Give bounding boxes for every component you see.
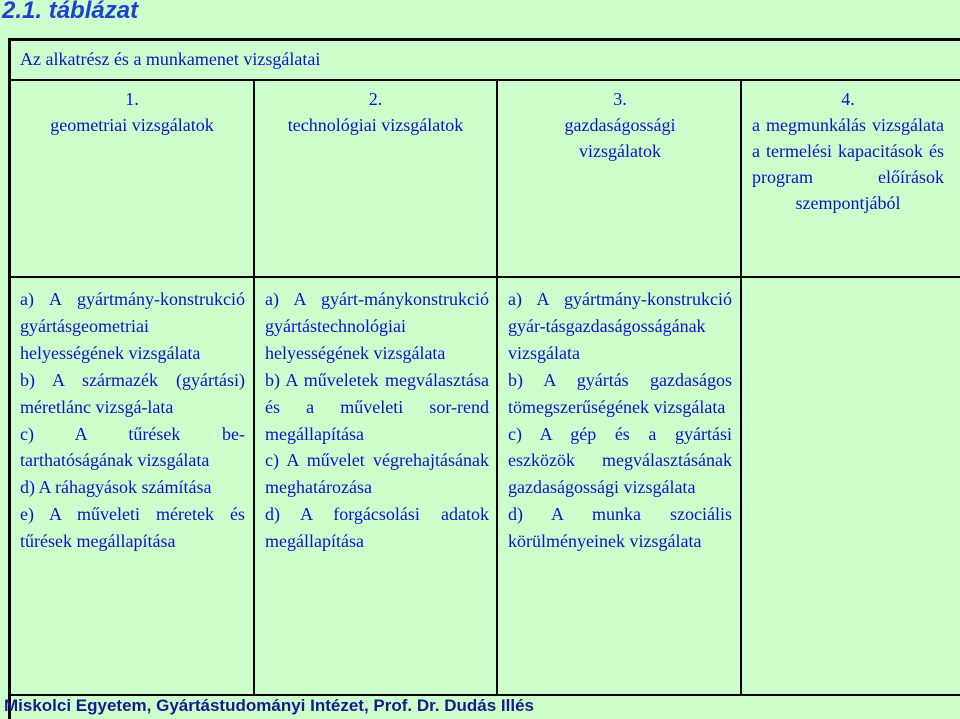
column-divider-1 [253, 79, 255, 696]
footer: Miskolci Egyetem, Gyártástudományi Intézet, Prof. Dr. Dudás Illés [4, 696, 534, 715]
header-number: 4. [841, 89, 855, 109]
header-cell-2 [258, 86, 493, 138]
list-item: c) A tűrések be-tarthatóságának vizsgálata [20, 423, 245, 471]
list-item: b) A származék (gyártási) méretlánc vizsgá-lata [20, 369, 245, 417]
header-label: geometriai vizsgálatok [50, 115, 214, 135]
list-item: a) A gyártmány-konstrukció gyár-tásgazdaságosságának vizsgálata [508, 289, 732, 363]
table-caption: Az alkatrész és a munkamenet vizsgálatai [20, 49, 321, 69]
list-item: c) A művelet végrehajtásának meghatározása [265, 450, 489, 498]
list-item: a) A gyártmány-konstrukció gyártásgeometriai helyességének vizsgálata [20, 289, 245, 363]
header-number: 2. [368, 89, 383, 109]
header-cell-3 [540, 86, 700, 164]
column-divider-2 [496, 79, 498, 696]
list-item: d) A munka szociális körülményeinek vizsgálata [508, 504, 732, 552]
header-label: technológiai vizsgálatok [287, 115, 464, 135]
header-cell-1 [14, 86, 250, 138]
caption-divider [8, 79, 960, 81]
header-label: a megmunkálás vizsgálata a termelési kapacitások és program előírások szempontjából [752, 115, 944, 213]
body-cell-geometry [20, 286, 245, 555]
list-item: a) A gyárt-mánykonstrukció gyártástechnológiai helyességének vizsgálata [265, 289, 489, 363]
header-cell-4 [752, 86, 944, 216]
table-border-top [8, 38, 960, 41]
list-item: b) A műveletek megválasztása és a műveleti sor-rend megállapítása [265, 369, 489, 444]
list-item: d) A ráhagyások számítása [20, 477, 212, 498]
header-number: 1. [125, 89, 139, 109]
body-cell-technology [265, 286, 489, 555]
table-border-left [8, 38, 11, 719]
header-divider [8, 276, 960, 278]
list-item: e) A műveleti méretek és tűrések megállapítása [20, 504, 245, 552]
column-divider-3 [740, 79, 742, 696]
list-item: c) A gép és a gyártási eszközök megválasztásának gazdaságossági vizsgálata [508, 423, 732, 498]
header-label: gazdaságossági vizsgálatok [564, 115, 676, 161]
list-item: d) A forgácsolási adatok megállapítása [265, 504, 489, 552]
body-cell-economy [508, 286, 732, 555]
slide-title: 2.1. táblázat [2, 0, 139, 24]
list-item: b) A gyártás gazdaságos tömegszerűségének vizsgálata [508, 369, 732, 417]
header-number: 3. [613, 89, 627, 109]
